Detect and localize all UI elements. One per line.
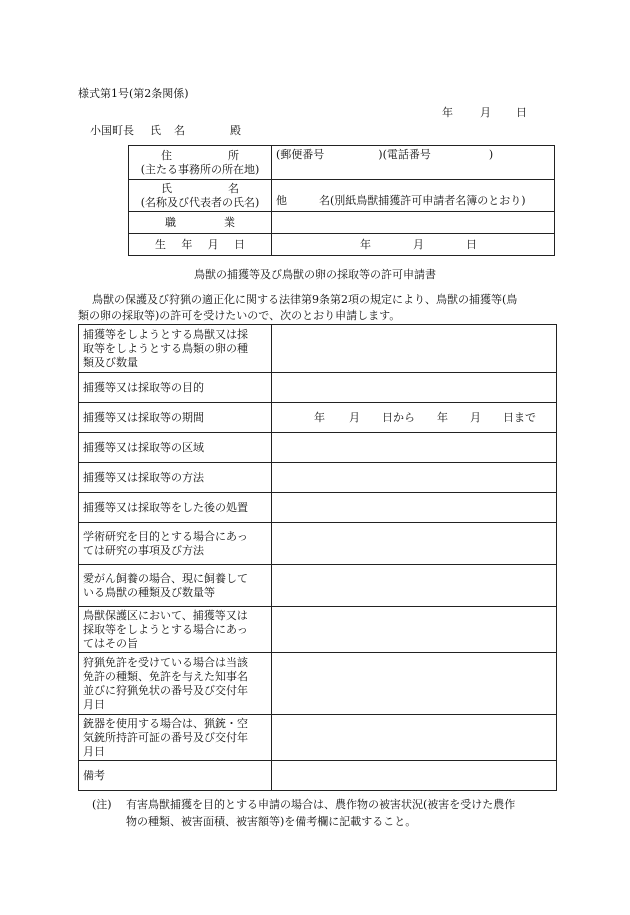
address-label-char1: 住 bbox=[161, 148, 172, 162]
birth-year-label: 年 bbox=[360, 237, 371, 251]
item-row-pet bbox=[79, 565, 557, 607]
label-line: 月日 bbox=[83, 697, 105, 711]
item-label-pet bbox=[79, 565, 272, 607]
label-line: ては研究の事項及び方法 bbox=[83, 543, 204, 557]
label-line: 類及び数量 bbox=[83, 355, 138, 369]
intro-line-1: 鳥獣の保護及び狩猟の適正化に関する法律第9条第2項の規定により、鳥獣の捕獲等(鳥 bbox=[92, 293, 518, 306]
birth-month-label: 月 bbox=[413, 237, 424, 251]
item-value-license[interactable] bbox=[272, 653, 557, 715]
applicant-table bbox=[128, 145, 555, 256]
item-label-disposal: 捕獲等又は採取等をした後の処置 bbox=[79, 493, 272, 523]
item-value-species[interactable] bbox=[272, 325, 557, 373]
name-other-note: 名(別紙鳥獣捕獲許可申請者名簿のとおり) bbox=[319, 194, 526, 207]
postal-code-label: (郵便番号 bbox=[276, 148, 325, 161]
item-label-species bbox=[79, 325, 272, 373]
date-year-label: 年 bbox=[442, 106, 453, 119]
item-label-period: 捕獲等又は採取等の期間 bbox=[79, 403, 272, 433]
birth-label-char2: 年 bbox=[181, 237, 193, 251]
item-value-research[interactable] bbox=[272, 523, 557, 565]
item-label-remarks: 備考 bbox=[79, 761, 272, 791]
item-label-purpose: 捕獲等又は採取等の目的 bbox=[79, 373, 272, 403]
form-number: 様式第1号(第2条関係) bbox=[78, 87, 189, 100]
period-year-1: 年 bbox=[314, 410, 325, 424]
item-value-period[interactable] bbox=[272, 403, 557, 433]
item-label-method: 捕獲等又は採取等の方法 bbox=[79, 463, 272, 493]
birth-label-char4: 日 bbox=[233, 237, 245, 251]
name-value-cell[interactable] bbox=[272, 180, 555, 212]
label-line: 並びに狩猟免状の番号及び交付年 bbox=[83, 683, 248, 697]
item-row-area bbox=[79, 433, 557, 463]
name-label-cell bbox=[129, 180, 272, 212]
label-line: 気銃所持許可証の番号及び交付年 bbox=[83, 730, 248, 744]
item-row-method bbox=[79, 463, 557, 493]
item-row-research bbox=[79, 523, 557, 565]
document-title: 鳥獣の捕獲等及び鳥獣の卵の採取等の許可申請書 bbox=[194, 268, 436, 281]
job-label-char1: 職 bbox=[165, 215, 176, 229]
item-value-area[interactable] bbox=[272, 433, 557, 463]
label-line: 学術研究を目的とする場合にあっ bbox=[83, 529, 248, 543]
item-label-license bbox=[79, 653, 272, 715]
birth-label-char1: 生 bbox=[155, 237, 166, 251]
name-row bbox=[129, 180, 555, 212]
item-row-species bbox=[79, 325, 557, 373]
label-line: いる鳥獣の種類及び数量等 bbox=[83, 585, 215, 599]
item-row-period bbox=[79, 403, 557, 433]
period-day-from: 日から bbox=[382, 410, 415, 424]
label-line: 狩猟免許を受けている場合は当該 bbox=[83, 655, 248, 669]
address-label-cell bbox=[129, 146, 272, 180]
label-line: 取等をしようとする鳥類の卵の種 bbox=[83, 341, 248, 355]
addressee-name-char1: 氏 bbox=[150, 124, 161, 137]
item-row-disposal bbox=[79, 493, 557, 523]
label-line: 採取等をしようとする場合にあっ bbox=[83, 622, 248, 636]
address-sublabel: (主たる事務所の所在地) bbox=[140, 162, 260, 176]
label-line: 月日 bbox=[83, 744, 105, 758]
item-value-firearm[interactable] bbox=[272, 715, 557, 761]
date-month-label: 月 bbox=[480, 106, 491, 119]
item-row-sanctuary bbox=[79, 607, 557, 653]
item-value-method[interactable] bbox=[272, 463, 557, 493]
birth-label-char3: 月 bbox=[207, 237, 219, 251]
name-other-label: 他 bbox=[276, 194, 287, 207]
label-line: 鳥獣保護区において、捕獲等又は bbox=[83, 608, 248, 622]
period-day-until: 日まで bbox=[503, 410, 536, 424]
period-year-2: 年 bbox=[437, 410, 448, 424]
item-value-remarks[interactable] bbox=[272, 761, 557, 791]
birth-label-cell bbox=[129, 234, 272, 256]
birth-value-cell[interactable] bbox=[272, 234, 555, 256]
name-label-char2: 名 bbox=[228, 181, 239, 195]
item-label-firearm bbox=[79, 715, 272, 761]
item-value-pet[interactable] bbox=[272, 565, 557, 607]
name-label-char1: 氏 bbox=[161, 181, 172, 195]
job-row bbox=[129, 212, 555, 234]
job-label-char2: 業 bbox=[224, 215, 235, 229]
period-month-1: 月 bbox=[349, 410, 360, 424]
addressee-title: 小国町長 bbox=[90, 124, 134, 137]
job-label-cell bbox=[129, 212, 272, 234]
birth-day-label: 日 bbox=[466, 237, 477, 251]
date-day-label: 日 bbox=[516, 106, 527, 119]
note-line-1: 有害鳥獣捕獲を目的とする申請の場合は、農作物の被害状況(被害を受けた農作 bbox=[126, 798, 516, 811]
addressee-suffix: 殿 bbox=[230, 124, 241, 137]
item-row-purpose bbox=[79, 373, 557, 403]
phone-close: ) bbox=[488, 148, 494, 161]
birth-row bbox=[129, 234, 555, 256]
address-row bbox=[129, 146, 555, 180]
item-row-remarks bbox=[79, 761, 557, 791]
name-sublabel: (名称及び代表者の氏名) bbox=[140, 195, 260, 209]
period-month-2: 月 bbox=[470, 410, 481, 424]
item-row-license bbox=[79, 653, 557, 715]
item-label-research bbox=[79, 523, 272, 565]
item-value-purpose[interactable] bbox=[272, 373, 557, 403]
item-label-area: 捕獲等又は採取等の区域 bbox=[79, 433, 272, 463]
label-line: 捕獲等をしようとする鳥獣又は採 bbox=[83, 327, 248, 341]
item-label-sanctuary bbox=[79, 607, 272, 653]
job-value-cell[interactable] bbox=[272, 212, 555, 234]
application-items-table bbox=[78, 324, 557, 791]
addressee-name-char2: 名 bbox=[174, 124, 185, 137]
item-row-firearm bbox=[79, 715, 557, 761]
item-value-sanctuary[interactable] bbox=[272, 607, 557, 653]
label-line: てはその旨 bbox=[83, 636, 138, 650]
note-line-2: 物の種類、被害面積、被害額等)を備考欄に記載すること。 bbox=[126, 815, 417, 828]
note-mark: (注) bbox=[92, 798, 112, 811]
label-line: 免許の種類、免許を与えた知事名 bbox=[83, 669, 248, 683]
item-value-disposal[interactable] bbox=[272, 493, 557, 523]
label-line: 銃器を使用する場合は、猟銃・空 bbox=[83, 716, 248, 730]
address-value-cell[interactable] bbox=[272, 146, 555, 180]
label-line: 愛がん飼養の場合、現に飼養して bbox=[83, 571, 248, 585]
phone-label: )(電話番号 bbox=[378, 148, 431, 161]
address-label-char2: 所 bbox=[228, 148, 239, 162]
intro-line-2: 類の卵の採取等)の許可を受けたいので、次のとおり申請します。 bbox=[78, 309, 401, 322]
